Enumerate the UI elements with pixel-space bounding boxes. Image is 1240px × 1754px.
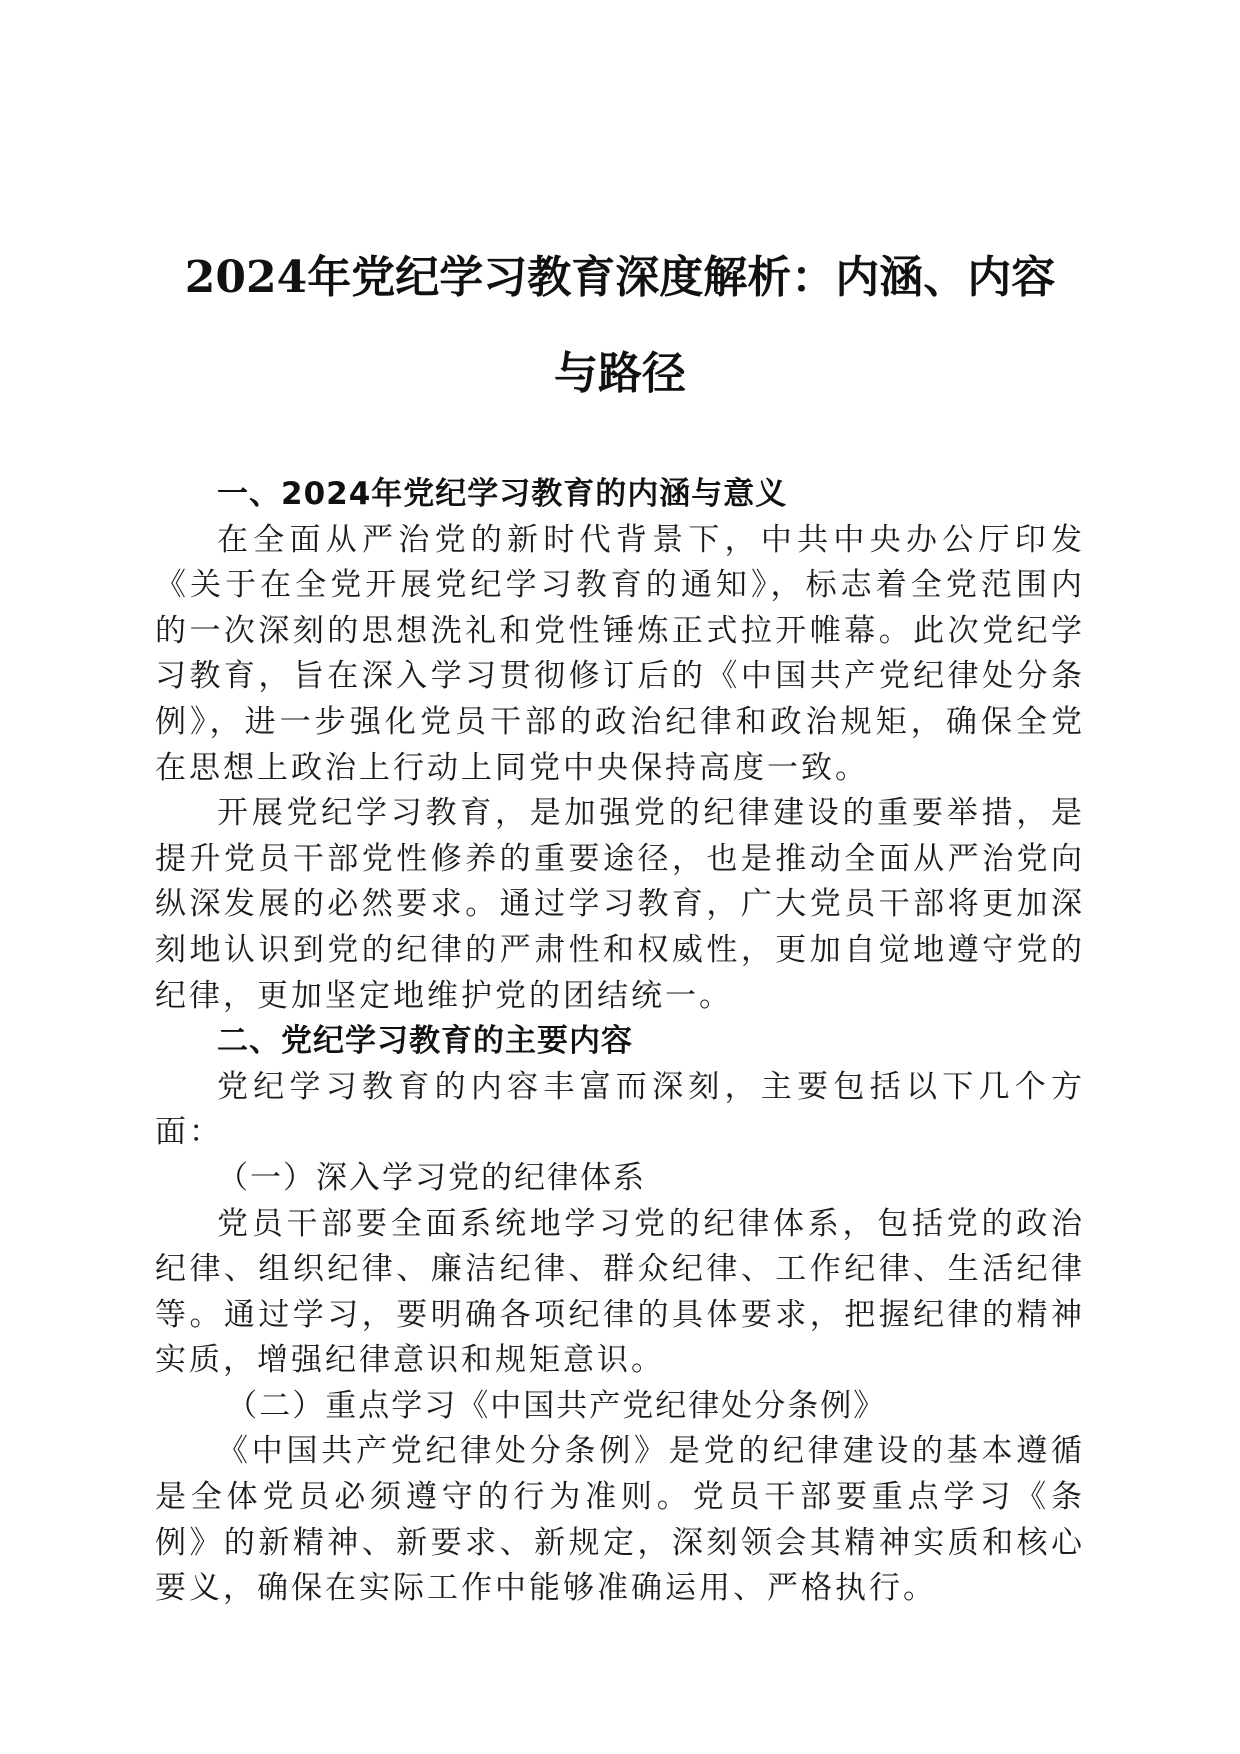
section-heading-2: 二、党纪学习教育的主要内容 <box>217 1023 633 1060</box>
paragraph-5: 《中国共产党纪律处分条例》是党的纪律建设的基本遵循是全体党员必须遵守的行为准则。党员干部要重点学习《条例》的新精神、新要求、新规定，深刻领会其精神实质和核心要义，确保在实际工作中能够准确运用、严格执行。 <box>155 1433 1085 1607</box>
title-line-2: 与路径 <box>554 348 686 399</box>
paragraph-1: 在全面从严治党的新时代背景下，中共中央办公厅印发《关于在全党开展党纪学习教育的通知》，标志着全党范围内的一次深刻的思想洗礼和党性锤炼正式拉开帷幕。此次党纪学习教育，旨在深入学习贯彻修订后的《中国共产党纪律处分条例》，进一步强化党员干部的政治纪律和政治规矩，确保全党在思想上政治上行动上同党中央保持高度一致。 <box>155 521 1085 786</box>
subheading-2: （二）重点学习《中国共产党纪律处分条例》 <box>226 1387 887 1424</box>
title-line-1: 2024年党纪学习教育深度解析：内涵、内容 <box>184 252 1056 303</box>
paragraph-2: 开展党纪学习教育，是加强党的纪律建设的重要举措，是提升党员干部党性修养的重要途径，也是推动全面从严治党向纵深发展的必然要求。通过学习教育，广大党员干部将更加深刻地认识到党的纪律的严肃性和权威性，更加自觉地遵守党的纪律，更加坚定地维护党的团结统一。 <box>155 795 1085 1014</box>
document-body <box>155 472 1085 1612</box>
section-heading-1: 一、2024年党纪学习教育的内涵与意义 <box>217 476 788 512</box>
subheading-1: （一）深入学习党的纪律体系 <box>217 1159 646 1196</box>
paragraph-3: 党纪学习教育的内容丰富而深刻，主要包括以下几个方面： <box>155 1068 1085 1151</box>
paragraph-4: 党员干部要全面系统地学习党的纪律体系，包括党的政治纪律、组织纪律、廉洁纪律、群众纪律、工作纪律、生活纪律等。通过学习，要明确各项纪律的具体要求，把握纪律的精神实质，增强纪律意识和规矩意识。 <box>155 1205 1085 1379</box>
document-title <box>150 230 1090 422</box>
